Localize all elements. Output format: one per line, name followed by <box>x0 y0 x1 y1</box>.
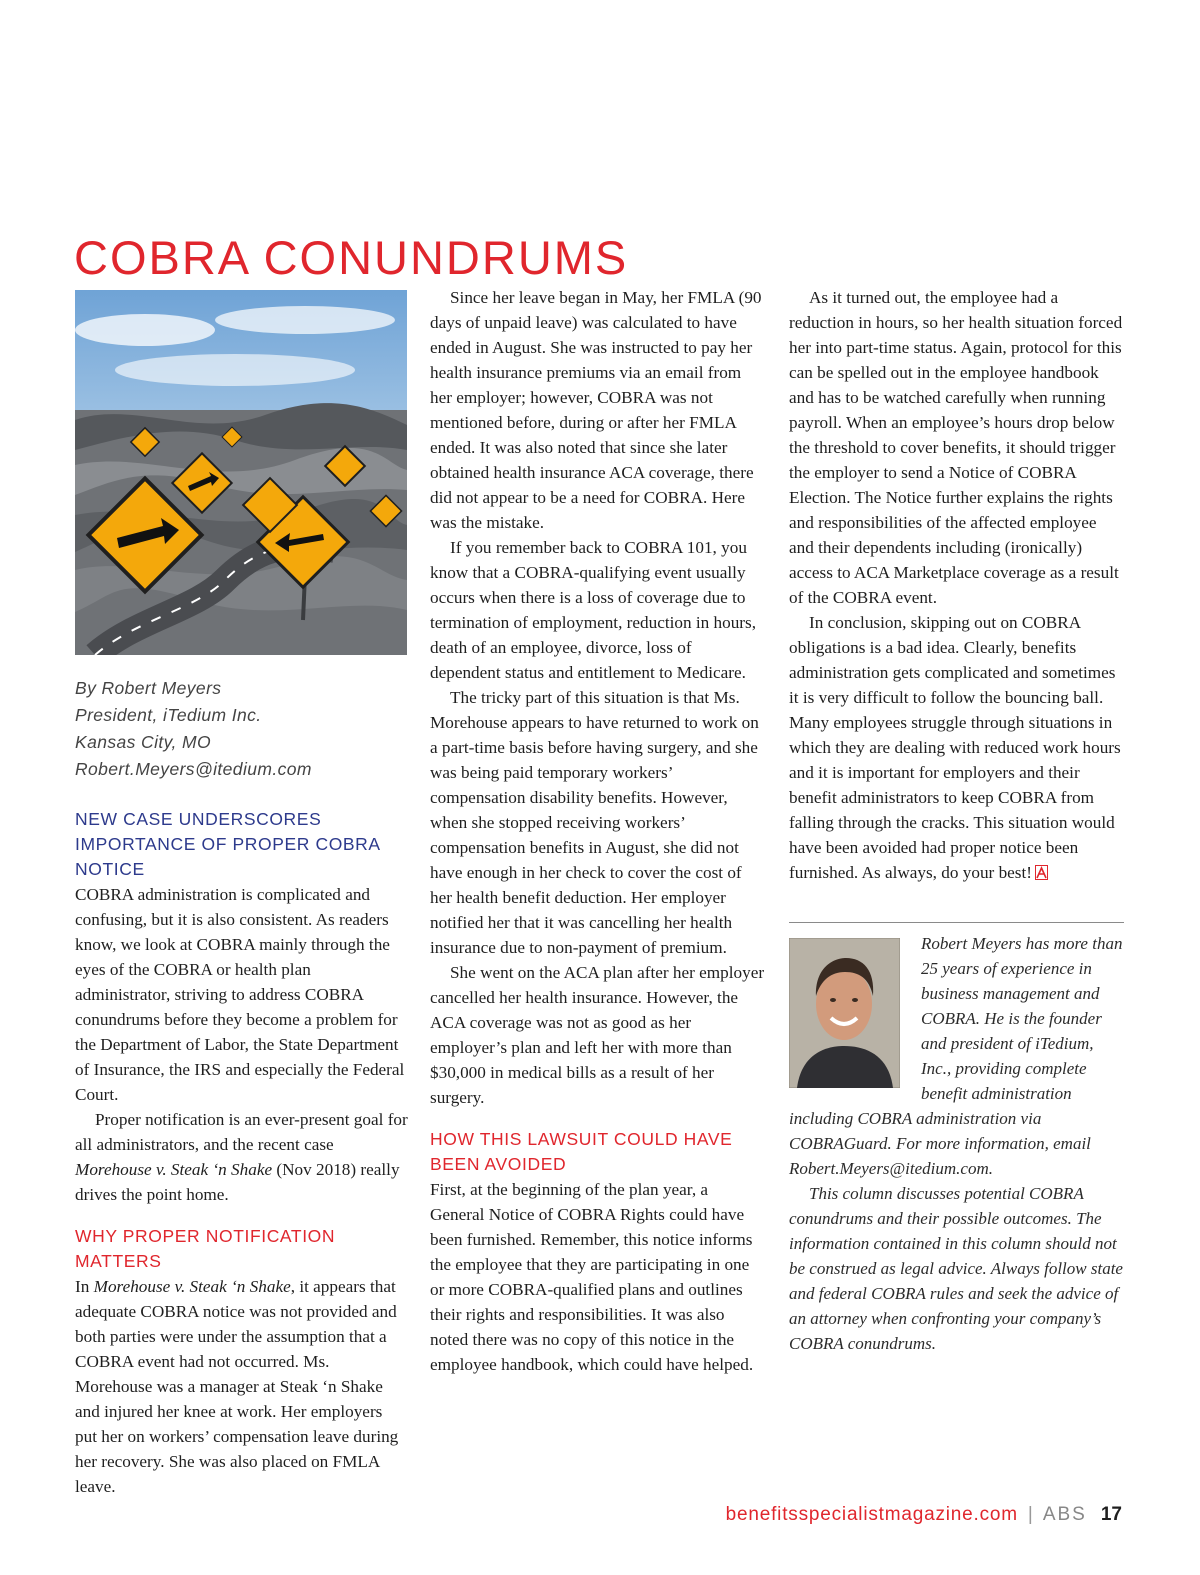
section-heading-new-case: NEW CASE UNDERSCORES IMPORTANCE OF PROPER COBRA NOTICE <box>75 809 380 879</box>
bio-disclaimer: This column discusses potential COBRA conundrums and their possible outcomes. The information contained in this column should not be construed as legal advice. Always follow state and federal COBRA rules and seek the advice of an attorney when confronting your company’s COBRA conundrums. <box>789 1184 1123 1353</box>
case-name: Morehouse v. Steak ‘n Shake <box>75 1160 273 1179</box>
author-location: Kansas City, MO <box>75 732 211 752</box>
author-email: Robert.Meyers@itedium.com <box>75 759 312 779</box>
bio-divider <box>789 922 1124 923</box>
column-2 <box>430 285 765 1377</box>
section-heading-how-lawsuit-avoided: HOW THIS LAWSUIT COULD HAVE BEEN AVOIDED <box>430 1129 733 1174</box>
page-footer <box>726 1504 1122 1526</box>
paragraph: Proper notification is an ever-present goal for all administrators, and the recent case Morehouse v. Steak ‘n Shake (Nov 2018) really drives the point home. <box>75 1110 408 1204</box>
paragraph: As it turned out, the employee had a reduction in hours, so her health situation forced her into part-time status. Again, protocol for this can be spelled out in the employee handbook and has to be watched carefully when running payroll. When an employee’s hours drop below the threshold to cover benefits, it should trigger the employer to send a Notice of COBRA Election. The Notice further explains the rights and responsibilities of the affected employee and their dependents including (ironically) access to ACA Marketplace coverage as a result of the COBRA event. <box>789 288 1123 607</box>
author-title: President, iTedium Inc. <box>75 705 262 725</box>
paragraph: She went on the ACA plan after her employer cancelled her health insurance. However, the ACA coverage was not as good as her employer’s plan and left her with more than $30,000 in medical bills as a result of her surgery. <box>430 963 765 1107</box>
author-bio <box>789 931 1124 1356</box>
article-title: COBRA CONUNDRUMS <box>74 231 629 284</box>
paragraph: COBRA administration is complicated and confusing, but it is also consistent. As readers know, we look at COBRA mainly through the eyes of the COBRA or health plan administrator, striving to address COBRA conundrums before they become a problem for the Department of Labor, the State Department of Insurance, the IRS and especially the Federal Court. <box>75 885 405 1104</box>
section-heading-why-proper-notification: WHY PROPER NOTIFICATION MATTERS <box>75 1226 336 1271</box>
author-name: By Robert Meyers <box>75 678 222 698</box>
paragraph: First, at the beginning of the plan year, a General Notice of COBRA Rights could have been furnished. Remember, this notice informs the employee that they are participating in one or more COBRA-qualified plans and outlines their rights and responsibilities. It was also noted there was no copy of this notice in the employee handbook, which could have helped. <box>430 1180 754 1374</box>
footer-site-url: benefitsspecialistmagazine.com <box>725 1504 1018 1525</box>
end-of-article-icon <box>1035 865 1048 880</box>
paragraph: The tricky part of this situation is that Ms. Morehouse appears to have returned to work on a part-time basis before having surgery, and she was being paid temporary workers’ compensation disability benefits. However, when she stopped receiving workers’ compensation benefits in August, she did not have enough in her check to cover the cost of her health benefit deduction. Her employer notified her that it was cancelling her health insurance due to non-payment of premium. <box>430 688 759 957</box>
paragraph: If you remember back to COBRA 101, you know that a COBRA-qualifying event usually occurs when there is a loss of coverage due to termination of employment, reduction in hours, death of an employee, divorce, loss of dependent status and entitlement to Medicare. <box>430 538 757 682</box>
column-3 <box>789 285 1124 1356</box>
column-1 <box>75 285 408 1499</box>
paragraph: Since her leave began in May, her FMLA (90 days of unpaid leave) was calculated to have ended in August. She was instructed to pay her health insurance premiums via an email from her employer; however, COBRA was not mentioned before, during or after her FMLA ended. It was also noted that since she later obtained health insurance ACA coverage, there did not appear to be a need for COBRA. Here was the mistake. <box>430 288 762 532</box>
paragraph: In conclusion, skipping out on COBRA obligations is a bad idea. Clearly, benefits administration gets complicated and sometimes it is very difficult to follow the bouncing ball. Many employees struggle through situations in which they are dealing with reduced work hours and it is important for employers and their benefit administrators to keep COBRA from falling through the cracks. This situation would have been avoided had proper notice been furnished. As always, do your best! <box>789 613 1121 882</box>
case-name: Morehouse v. Steak ‘n Shake <box>93 1277 291 1296</box>
footer-separator: | <box>1027 1504 1033 1525</box>
paragraph: In Morehouse v. Steak ‘n Shake, it appears that adequate COBRA notice was not provided and both parties were under the assumption that a COBRA event had not occurred. Ms. Morehouse was a manager at Steak ‘n Shake and injured her knee at work. Her employers put her on workers’ compensation leave during her recovery. She was also placed on FMLA leave. <box>75 1277 399 1496</box>
roads-and-signs-photo <box>75 290 407 655</box>
footer-magazine: ABS <box>1042 1504 1087 1525</box>
author-byline <box>75 675 408 783</box>
bio-text: Robert Meyers has more than 25 years of experience in business management and COBRA. He is the founder and president of iTedium, Inc., providing complete benefit administration including COBRA administration via COBRAGuard. For more information, email Robert.Meyers@itedium.com. <box>789 934 1123 1178</box>
author-portrait <box>789 938 900 1088</box>
page-number: 17 <box>1100 1504 1122 1525</box>
